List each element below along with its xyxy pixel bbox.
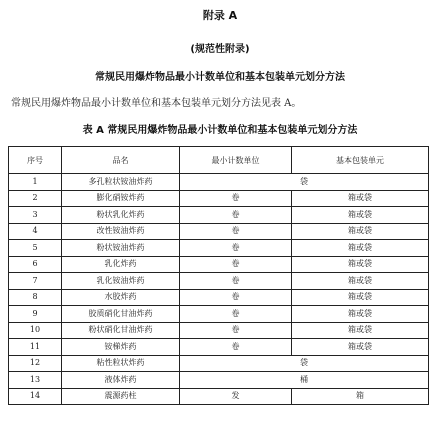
cell-no: 2 bbox=[9, 190, 62, 207]
cell-min-unit: 卷 bbox=[180, 256, 292, 273]
cell-name: 粉状乳化炸药 bbox=[62, 207, 180, 224]
appendix-type: (规范性附录) bbox=[190, 44, 250, 55]
cell-min-unit: 卷 bbox=[180, 289, 292, 306]
table-row bbox=[9, 339, 429, 356]
cell-min-unit: 卷 bbox=[180, 306, 292, 323]
cell-min-unit: 卷 bbox=[180, 240, 292, 257]
units-table bbox=[8, 146, 429, 405]
cell-name: 液体炸药 bbox=[62, 372, 180, 389]
table-row bbox=[9, 174, 429, 191]
table-caption: 表 A 常规民用爆炸物品最小计数单位和基本包装单元划分方法 bbox=[82, 125, 358, 136]
table-row bbox=[9, 355, 429, 372]
cell-no: 11 bbox=[9, 339, 62, 356]
cell-no: 6 bbox=[9, 256, 62, 273]
cell-no: 12 bbox=[9, 355, 62, 372]
table-row bbox=[9, 306, 429, 323]
header-no: 序号 bbox=[9, 147, 62, 174]
table-row bbox=[9, 223, 429, 240]
intro-paragraph: 常规民用爆炸物品最小计数单位和基本包装单元划分方法见表 A。 bbox=[11, 98, 302, 109]
cell-pack-unit: 箱或袋 bbox=[292, 339, 429, 356]
appendix-heading: 常规民用爆炸物品最小计数单位和基本包装单元划分方法 bbox=[95, 72, 345, 83]
cell-min-unit: 发 bbox=[180, 388, 292, 405]
cell-no: 10 bbox=[9, 322, 62, 339]
table-row bbox=[9, 256, 429, 273]
cell-min-unit: 卷 bbox=[180, 273, 292, 290]
cell-name: 胶质硝化甘油炸药 bbox=[62, 306, 180, 323]
cell-no: 9 bbox=[9, 306, 62, 323]
cell-no: 13 bbox=[9, 372, 62, 389]
cell-unit-merged: 袋 bbox=[180, 174, 429, 191]
cell-pack-unit: 箱或袋 bbox=[292, 273, 429, 290]
cell-pack-unit: 箱或袋 bbox=[292, 223, 429, 240]
cell-name: 粉状硝化甘油炸药 bbox=[62, 322, 180, 339]
cell-name: 改性铵油炸药 bbox=[62, 223, 180, 240]
appendix-title: 附录 A bbox=[202, 9, 238, 22]
table-row bbox=[9, 190, 429, 207]
cell-min-unit: 卷 bbox=[180, 322, 292, 339]
cell-min-unit: 卷 bbox=[180, 207, 292, 224]
cell-name: 乳化炸药 bbox=[62, 256, 180, 273]
cell-no: 4 bbox=[9, 223, 62, 240]
cell-name: 乳化铵油炸药 bbox=[62, 273, 180, 290]
cell-min-unit: 卷 bbox=[180, 339, 292, 356]
table-row bbox=[9, 322, 429, 339]
cell-unit-merged: 袋 bbox=[180, 355, 429, 372]
cell-min-unit: 卷 bbox=[180, 190, 292, 207]
table-row bbox=[9, 273, 429, 290]
cell-pack-unit: 箱或袋 bbox=[292, 240, 429, 257]
cell-pack-unit: 箱或袋 bbox=[292, 256, 429, 273]
cell-pack-unit: 箱或袋 bbox=[292, 207, 429, 224]
cell-name: 水胶炸药 bbox=[62, 289, 180, 306]
cell-name: 粘性粒状炸药 bbox=[62, 355, 180, 372]
cell-pack-unit: 箱 bbox=[292, 388, 429, 405]
cell-name: 膨化硝铵炸药 bbox=[62, 190, 180, 207]
table-row bbox=[9, 372, 429, 389]
table-row bbox=[9, 207, 429, 224]
cell-no: 7 bbox=[9, 273, 62, 290]
table-row bbox=[9, 388, 429, 405]
header-pack-unit: 基本包装单元 bbox=[292, 147, 429, 174]
cell-pack-unit: 箱或袋 bbox=[292, 306, 429, 323]
cell-pack-unit: 箱或袋 bbox=[292, 322, 429, 339]
table-header-row bbox=[9, 147, 429, 174]
table-row bbox=[9, 240, 429, 257]
cell-no: 14 bbox=[9, 388, 62, 405]
cell-no: 8 bbox=[9, 289, 62, 306]
cell-name: 震源药柱 bbox=[62, 388, 180, 405]
header-min-unit: 最小计数单位 bbox=[180, 147, 292, 174]
cell-name: 粉状铵油炸药 bbox=[62, 240, 180, 257]
cell-no: 1 bbox=[9, 174, 62, 191]
cell-unit-merged: 桶 bbox=[180, 372, 429, 389]
table-body bbox=[9, 174, 429, 405]
cell-no: 5 bbox=[9, 240, 62, 257]
cell-no: 3 bbox=[9, 207, 62, 224]
header-name: 品名 bbox=[62, 147, 180, 174]
cell-pack-unit: 箱或袋 bbox=[292, 190, 429, 207]
cell-min-unit: 卷 bbox=[180, 223, 292, 240]
cell-pack-unit: 箱或袋 bbox=[292, 289, 429, 306]
table-row bbox=[9, 289, 429, 306]
cell-name: 铵梯炸药 bbox=[62, 339, 180, 356]
cell-name: 多孔粒状铵油炸药 bbox=[62, 174, 180, 191]
